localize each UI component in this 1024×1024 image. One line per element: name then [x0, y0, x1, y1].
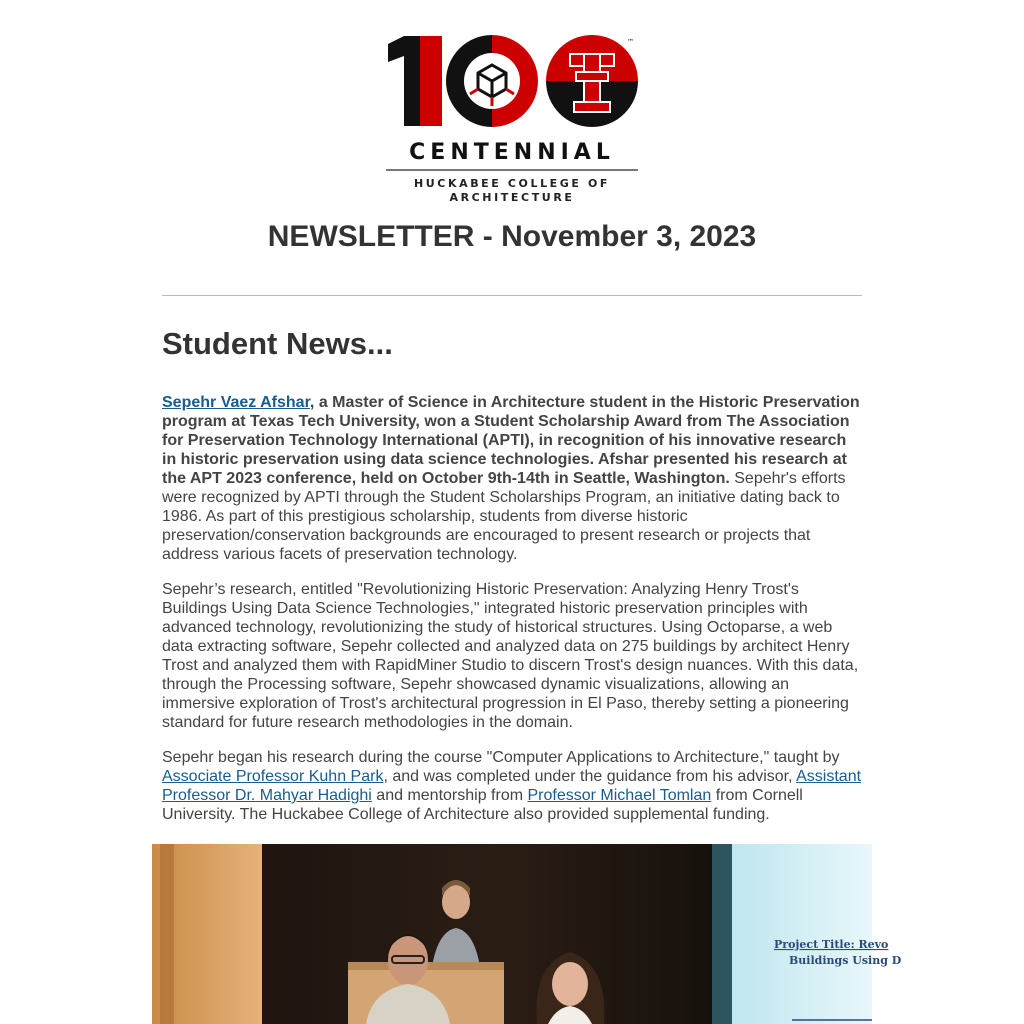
article-paragraph-3 [162, 748, 862, 824]
p3-text-d: from Cornell University. The Huckabee College of Architecture also provided supplemental funding. [162, 787, 803, 823]
student-name-link[interactable]: Sepehr Vaez Afshar [162, 394, 310, 411]
logo-subtitle-line2: ARCHITECTURE [449, 191, 575, 204]
conference-photo-image [152, 844, 902, 1024]
article-paragraph-1 [162, 393, 862, 564]
logo-wordmark: CENTENNIAL [409, 140, 615, 165]
p3-text-a: Sepehr began his research during the course "Computer Applications to Architecture," taught by [162, 749, 840, 766]
trademark-symbol: ™ [627, 38, 634, 46]
mahyar-hadighi-link[interactable]: Assistant Professor Dr. Mahyar Hadighi [162, 768, 862, 804]
article-lead-rest: Sepehr's efforts were recognized by APTI through the Student Scholarships Program, an initiative dating back to 1986. As part of this prestigious scholarship, students from diverse historic preservation/conservation backgrounds are encouraged to present research or projects that address various facets of preservation technology. [162, 470, 846, 563]
slide-title-line1: Project Title: Revo [774, 938, 889, 951]
logo-divider [386, 169, 638, 171]
centennial-logo [384, 32, 640, 204]
article-body [162, 393, 862, 840]
conference-photo [152, 844, 902, 1024]
p3-text-c: and mentorship from [371, 787, 528, 804]
article-paragraph-2: Sepehr’s research, entitled "Revolutionizing Historic Preservation: Analyzing Henry Trost's Buildings Using Data Science Technologies," integrated historic preservation principles with advanced technology, revolutionizing the study of historical structures. Using Octoparse, a web data extracting software, Sepehr collected and analyzed data on 275 buildings by architect Henry Trost and analyzed them with RapidMiner Studio to discern Trost's design nuances. With this data, through the Processing software, Sepehr showcased dynamic visualizations, allowing an immersive exploration of Trost's architectural progression in El Paso, thereby setting a pioneering standard for future research methodologies in the domain. [162, 581, 859, 731]
kuhn-park-link[interactable]: Associate Professor Kuhn Park [162, 768, 384, 785]
logo-subtitle-line1: HUCKABEE COLLEGE OF [413, 177, 611, 190]
michael-tomlan-link[interactable]: Professor Michael Tomlan [527, 787, 712, 804]
centennial-100-mark-icon [384, 32, 640, 142]
newsletter-title: NEWSLETTER - November 3, 2023 [267, 220, 757, 253]
article-lead-bold: , a Master of Science in Architecture student in the Historic Preservation program at Texas Tech University, won a Student Scholarship Award from The Association for Preservation Technology International (APTI), in recognition of his innovative research in historic preservation using data science technologies. Afshar presented his research at the APT 2023 conference, held on October 9th-14th in Seattle, Washington. [162, 394, 860, 487]
section-heading: Student News... [162, 326, 393, 361]
header-divider [162, 295, 862, 296]
p3-text-b: , and was completed under the guidance from his advisor, [383, 768, 797, 785]
slide-title-line2: Buildings Using D [789, 954, 902, 967]
